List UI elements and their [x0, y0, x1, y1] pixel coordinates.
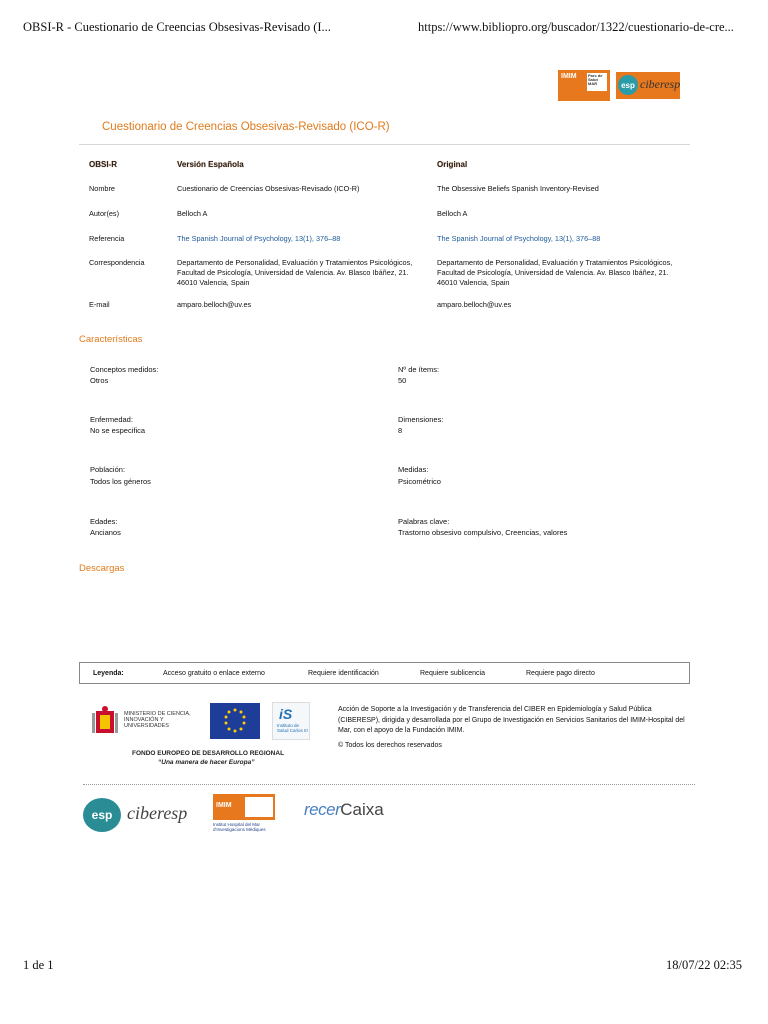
- print-datetime: 18/07/22 02:35: [666, 958, 743, 972]
- char-value-edades: Ancianos: [90, 528, 121, 537]
- legend-item-free: Acceso gratuito o enlace externo: [163, 670, 265, 677]
- char-label-poblacion: Población:: [90, 465, 126, 474]
- ciberesp-logo[interactable]: [616, 72, 680, 99]
- isciii-mark-icon: iS: [279, 706, 293, 722]
- imim-logo[interactable]: [558, 70, 610, 101]
- row-label-referencia: Referencia: [89, 234, 125, 243]
- referencia-orig-link[interactable]: The Spanish Journal of Psychology, 13(1), 376–88: [437, 234, 601, 243]
- recercaixa-logo[interactable]: [304, 800, 384, 822]
- ministerio-logo: [90, 705, 200, 739]
- imim-logo-text: IMIM: [561, 73, 577, 80]
- row-label-email: E-mail: [89, 300, 110, 309]
- print-page-number: 1 de 1: [23, 958, 54, 972]
- imim-footer-logo[interactable]: [213, 794, 275, 836]
- isciii-text: Instituto de Salud Carlos III: [277, 723, 308, 733]
- parc-salut-mar-text: Parc de Salut MAR: [587, 73, 607, 91]
- autores-es: Belloch A: [177, 209, 208, 218]
- row-label-autores: Autor(es): [89, 209, 120, 218]
- ciberesp-footer-logo[interactable]: [83, 798, 203, 834]
- legend-item-sublicencia: Requiere sublicencia: [420, 670, 485, 677]
- imim-footer-caption: Institut Hospital del Mar d'Investigacions Mèdiques: [213, 822, 266, 832]
- nombre-orig: The Obsessive Beliefs Spanish Inventory-Revised: [437, 184, 599, 193]
- title-divider: [79, 144, 690, 145]
- ministerio-text: MINISTERIO DE CIENCIA, INNOVACIÓN Y UNIVERSIDADES: [124, 711, 191, 729]
- char-value-palabras: Trastorno obsesivo compulsivo, Creencias, valores: [398, 528, 568, 537]
- char-value-medidas: Psicométrico: [398, 477, 441, 486]
- footer-divider: [83, 784, 695, 785]
- legend-item-identificacion: Requiere identificación: [308, 670, 379, 677]
- char-label-palabras: Palabras clave:: [398, 517, 450, 526]
- char-label-dimensiones: Dimensiones:: [398, 415, 444, 424]
- imim-footer-box: [213, 794, 275, 820]
- char-value-enfermedad: No se especifica: [90, 426, 146, 435]
- char-label-medidas: Medidas:: [398, 465, 429, 474]
- feder-motto: “Una manera de hacer Europa”: [158, 759, 255, 766]
- feder-title: FONDO EUROPEO DE DESARROLLO REGIONAL: [132, 750, 285, 757]
- ciberesp-text: ciberesp: [640, 77, 681, 91]
- char-value-items: 50: [398, 376, 407, 385]
- legend-box: [79, 662, 690, 684]
- ciberesp-footer-text: ciberesp: [127, 803, 188, 823]
- char-value-poblacion: Todos los géneros: [90, 477, 151, 486]
- correspondencia-orig: Departamento de Personalidad, Evaluación y Tratamientos Psicológicos, Facultad de Psicología, Universidad de Valencia. Av. Blasco Ibáñez, 21. 46010 Valencia, Spain: [437, 258, 673, 287]
- ciberesp-circle: esp: [618, 75, 638, 95]
- correspondencia-es: Departamento de Personalidad, Evaluación y Tratamientos Psicológicos, Facultad de Psicología, Universidad de Valencia. Av. Blasco Ibáñez, 21. 46010 Valencia, Spain: [177, 258, 413, 287]
- email-orig[interactable]: amparo.belloch@uv.es: [437, 300, 512, 309]
- row-label-correspondencia: Correspondencia: [89, 258, 145, 267]
- autores-orig: Belloch A: [437, 209, 468, 218]
- legend-label: Leyenda:: [93, 670, 124, 677]
- eu-flag-icon: [210, 703, 260, 739]
- page-title: Cuestionario de Creencias Obsesivas-Revisado (ICO-R): [102, 121, 390, 133]
- spain-coat-of-arms-icon: [90, 705, 120, 739]
- recer-text: recer: [304, 800, 341, 819]
- funding-text: Acción de Soporte a la Investigación y de Transferencia del CIBER en Epidemiología y Salud Pública (CIBERESP), dirigida y desarrollada por el Grupo de Investigación en Servicios Sanitarios del IMIM-Hospital del Mar, con el apoyo de la Fundación IMIM.: [338, 706, 685, 734]
- parc-salut-mar-box: [245, 797, 273, 817]
- char-label-items: Nº de ítems:: [398, 365, 440, 374]
- char-value-dimensiones: 8: [398, 426, 403, 435]
- print-url: https://www.bibliopro.org/buscador/1322/cuestionario-de-cre...: [418, 20, 734, 34]
- print-title: OBSI-R - Cuestionario de Creencias Obsesivas-Revisado (I...: [23, 20, 331, 34]
- imim-footer-text: IMIM: [216, 802, 232, 809]
- char-label-enfermedad: Enfermedad:: [90, 415, 133, 424]
- esp-circle-icon: esp: [83, 798, 121, 832]
- char-label-edades: Edades:: [90, 517, 118, 526]
- char-value-conceptos: Otros: [90, 376, 109, 385]
- char-label-conceptos: Conceptos medidos:: [90, 365, 159, 374]
- copyright-text: © Todos los derechos reservados: [338, 742, 442, 749]
- nombre-es: Cuestionario de Creencias Obsesivas-Revisado (ICO-R): [177, 184, 360, 193]
- table-header-orig: Original: [437, 160, 468, 169]
- table-header-es: Versión Española: [177, 160, 244, 169]
- caracteristicas-heading: Características: [79, 334, 143, 345]
- descargas-heading: Descargas: [79, 563, 125, 574]
- referencia-es-link[interactable]: The Spanish Journal of Psychology, 13(1), 376–88: [177, 234, 341, 243]
- row-label-nombre: Nombre: [89, 184, 115, 193]
- isciii-logo: [272, 702, 310, 740]
- legend-item-pago: Requiere pago directo: [526, 670, 595, 677]
- caixa-text: Caixa: [340, 800, 384, 819]
- email-es[interactable]: amparo.belloch@uv.es: [177, 300, 252, 309]
- table-header-obsi: OBSI-R: [89, 160, 117, 169]
